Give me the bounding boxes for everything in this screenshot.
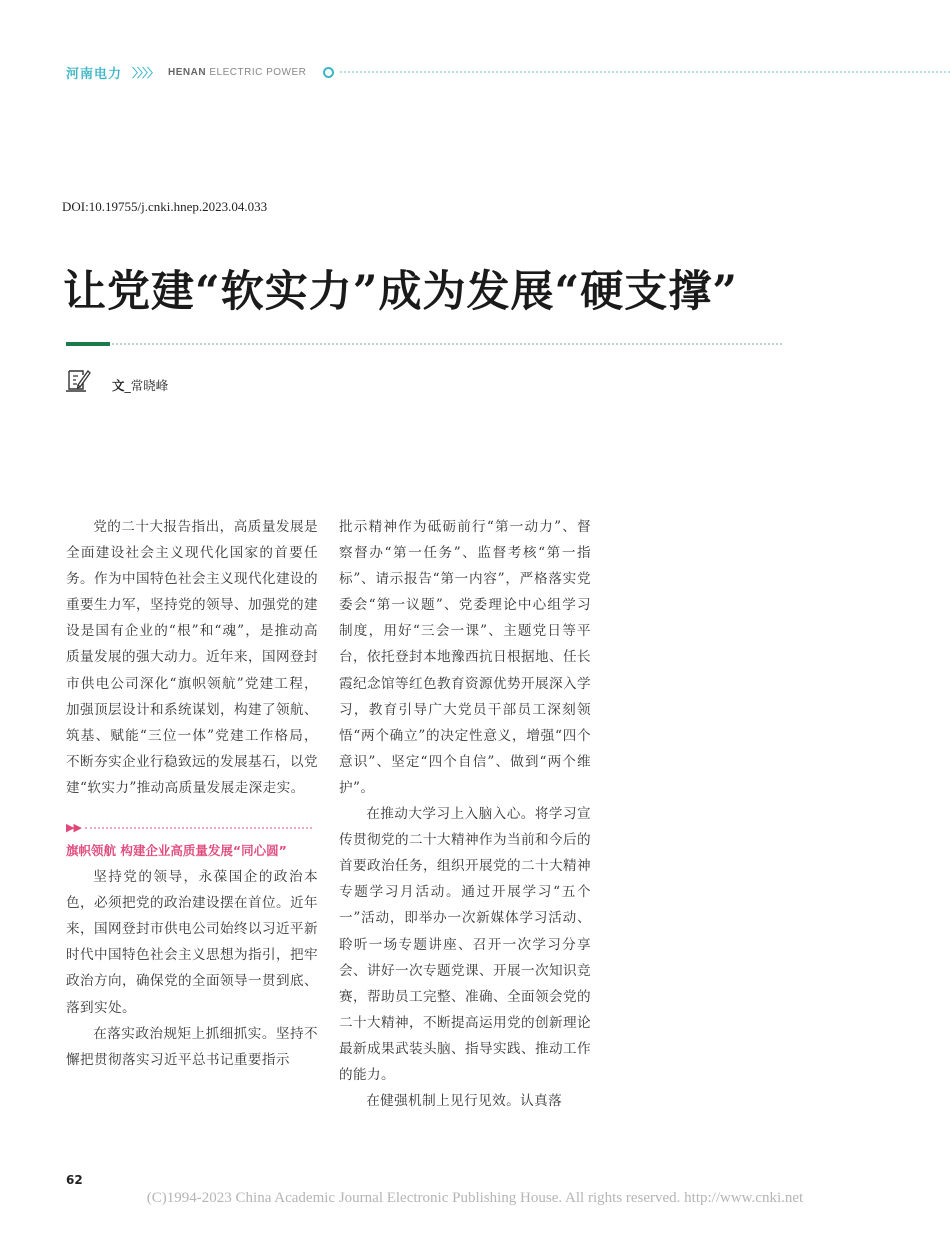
section-dotted-line bbox=[85, 827, 312, 829]
circle-icon bbox=[323, 67, 334, 78]
column-left bbox=[66, 514, 318, 1073]
column-right bbox=[339, 514, 591, 1114]
section-marker bbox=[66, 820, 318, 836]
paragraph: 党的二十大报告指出，高质量发展是全面建设社会主义现代化国家的首要任务。作为中国特色社会主义现代化建设的重要生力军，坚持党的领导、加强党的建设是国有企业的“根”和“魂”，是推动高质量发展的强大动力。近年来，国网登封市供电公司深化“旗帜领航”党建工程，加强顶层设计和系统谋划，构建了领航、筑基、赋能“三位一体”党建工作格局，不断夯实企业行稳致远的发展基石，以党建“软实力”推动高质量发展走深走实。 bbox=[66, 519, 318, 796]
article-title: 让党建“软实力”成为发展“硬支撑” bbox=[63, 267, 738, 317]
page-number: 62 bbox=[66, 1173, 83, 1187]
journal-brand: 河南电力 bbox=[66, 66, 123, 82]
paragraph: 坚持党的领导，永葆国企的政治本色，必须把党的政治建设摆在首位。近年来，国网登封市供电公司始终以习近平新时代中国特色社会主义思想为指引，把牢政治方向，确保党的全面领导一贯到底、落到实处。 bbox=[66, 869, 318, 1016]
chevrons-decoration: 〉〉〉〉 bbox=[132, 65, 159, 80]
paragraph: 在落实政治规矩上抓细抓实。坚持不懈把贯彻落实习近平总书记重要指示 bbox=[66, 1025, 318, 1068]
author-byline bbox=[112, 376, 168, 394]
english-name-bold: HENAN bbox=[168, 66, 207, 78]
copyright-footer: (C)1994-2023 China Academic Journal Electronic Publishing House. All rights reserved. http://www.cnki.net bbox=[146, 1190, 804, 1206]
author-prefix: 文 bbox=[112, 378, 125, 393]
pen-paper-icon bbox=[64, 366, 92, 394]
paragraph-continued: 批示精神作为砥砺前行“第一动力”、督察督办“第一任务”、监督考核“第一指标”、请示报告“第一内容”，严格落实党委会“第一议题”、党委理论中心组学习制度，用好“三会一课”、主题党日等平台，依托登封本地豫西抗日根据地、任长霞纪念馆等红色教育资源优势开展深入学习，教育引导广大党员干部员工深刻领悟“两个确立”的决定性意义，增强“四个意识”、坚定“四个自信”、做到“两个维护”。 bbox=[339, 519, 591, 796]
title-rule-dotted bbox=[112, 343, 782, 345]
section-heading: 旗帜领航 构建企业高质量发展“同心圆” bbox=[66, 843, 287, 859]
running-header bbox=[66, 62, 950, 82]
author-name: _常晓峰 bbox=[124, 378, 169, 393]
doi-line: DOI:10.19755/j.cnki.hnep.2023.04.033 bbox=[62, 199, 268, 214]
paragraph: 在推动大学习上入脑入心。将学习宣传贯彻党的二十大精神作为当前和今后的首要政治任务，组织开展党的二十大精神专题学习月活动。通过开展学习“五个一”活动，即举办一次新媒体学习活动、聆听一场专题讲座、召开一次学习分享会、讲好一次专题党课、开展一次知识竞赛，帮助员工完整、准确、全面领会党的二十大精神，不断提高运用党的创新理论最新成果武装头脑、指导实践、推动工作的能力。 bbox=[339, 806, 591, 1083]
header-dotted-line bbox=[340, 71, 950, 73]
double-triangle-icon: ▶▶ bbox=[66, 820, 81, 834]
english-name-rest: ELECTRIC POWER bbox=[206, 66, 307, 78]
journal-english-name bbox=[168, 67, 306, 78]
paragraph: 在健强机制上见行见效。认真落 bbox=[366, 1093, 563, 1110]
title-rule-accent bbox=[66, 342, 110, 346]
